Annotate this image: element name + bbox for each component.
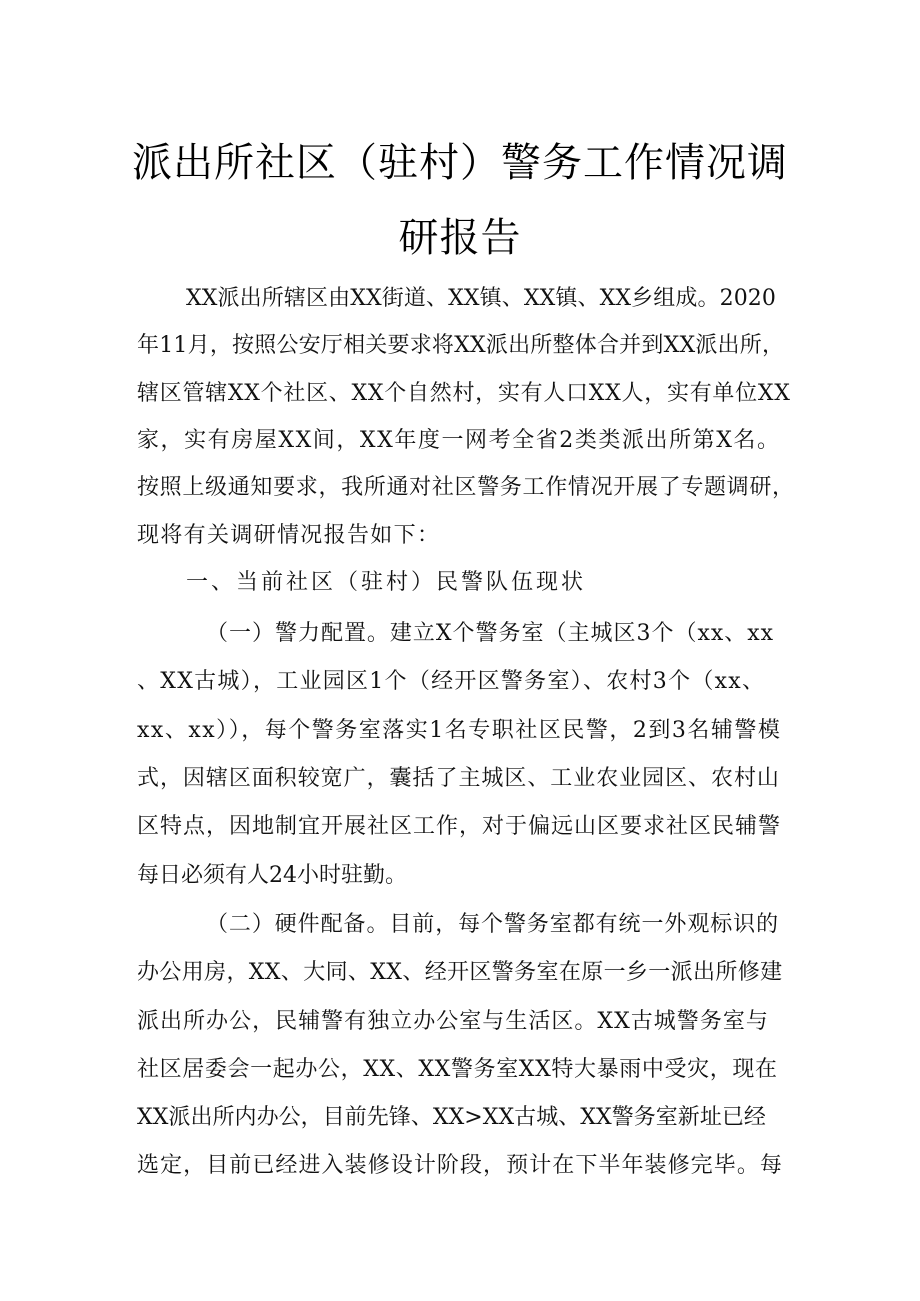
body-line: 社区居委会一起办公，XX、XX警务室XX特大暴雨中受灾，现在: [137, 1057, 778, 1082]
report-title-line-1: 派出所社区（驻村）警务工作情况调: [132, 140, 788, 186]
report-title-line-2: 研报告: [398, 215, 522, 261]
section-heading: 一、当前社区（驻村）民警队伍现状: [186, 570, 587, 595]
body-line: 现将有关调研情况报告如下：: [137, 523, 441, 548]
body-line: 选定，目前已经进入装修设计阶段，预计在下半年装修完毕。每: [137, 1153, 783, 1178]
body-line: 式，因辖区面积较宽广，囊括了主城区、工业农业园区、农村山: [137, 766, 780, 791]
body-line: XX派出所内办公，目前先锋、XX>XX古城、XX警务室新址已经: [137, 1105, 766, 1130]
body-line: 、XX古城），工业园区1个（经开区警务室）、农村3个（xx、: [137, 669, 766, 694]
body-line: xx、xx）），每个警务室落实1名专职社区民警，2到3名辅警模: [137, 718, 782, 743]
body-line: 区特点，因地制宜开展社区工作，对于偏远山区要求社区民辅警: [137, 814, 782, 839]
body-line: 派出所办公，民辅警有独立办公室与生活区。XX古城警务室与: [137, 1009, 769, 1034]
subsection-line: （一）警力配置。建立X个警务室（主城区3个（xx、xx: [206, 621, 775, 646]
body-line: 每日必须有人24小时驻勤。: [137, 863, 407, 888]
body-line: 辖区管辖XX个社区、XX个自然村，实有人口XX人，实有单位XX: [137, 381, 791, 406]
body-line: 家，实有房屋XX间，XX年度一网考全省2类类派出所第X名。: [137, 428, 781, 453]
body-line: 年11月，按照公安厅相关要求将XX派出所整体合并到XX派出所，: [137, 333, 785, 358]
body-line: 办公用房，XX、大同、XX、经开区警务室在原一乡一派出所修建: [137, 960, 783, 985]
subsection-line: （二）硬件配备。目前，每个警务室都有统一外观标识的: [206, 912, 780, 937]
body-line: XX派出所辖区由XX街道、XX镇、XX镇、XX乡组成。2020: [186, 286, 777, 311]
body-line: 按照上级通知要求，我所通对社区警务工作情况开展了专题调研，: [137, 475, 795, 500]
